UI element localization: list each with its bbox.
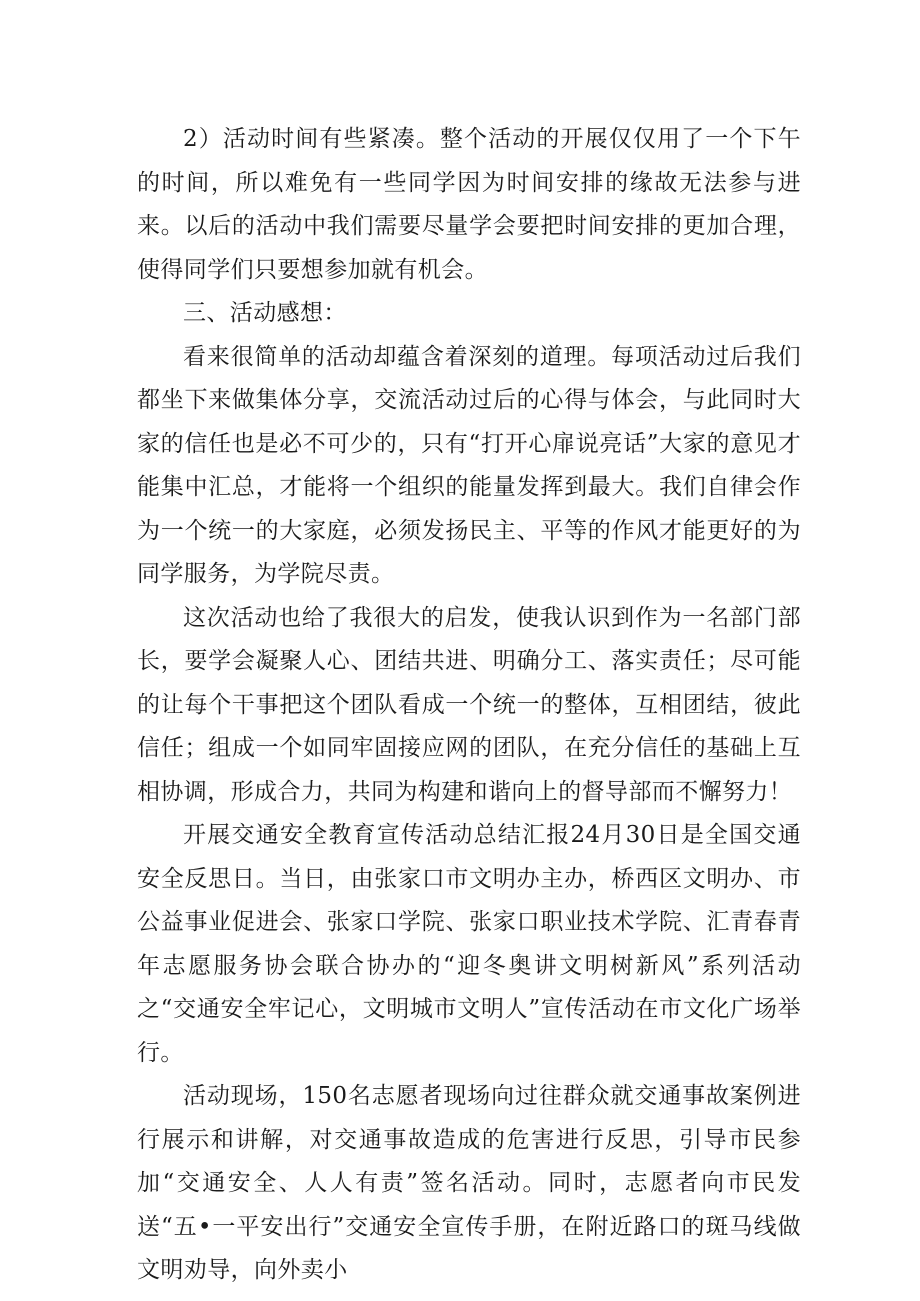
paragraph-reflection-sharing: 看来很简单的活动却蕴含着深刻的道理。每项活动过后我们都坐下来做集体分享，交流活动过后的心得与体会，与此同时大家的信任也是必不可少的，只有“打开心扉说亮话”大家的意见才能集中汇总，才能将一个组织的能量发挥到最大。我们自律会作为一个统一的大家庭，必须发扬民主、平等的作风才能更好的为同学服务，为学院尽责。 bbox=[137, 343, 801, 587]
section-heading-reflections: 三、活动感想： bbox=[183, 300, 347, 326]
paragraph-traffic-safety-report: 开展交通安全教育宣传活动总结汇报24月30日是全国交通安全反思日。当日，由张家口市文明办主办，桥西区文明办、市公益事业促进会、张家口学院、张家口职业技术学院、汇青春青年志愿服务协会联合协办的“迎冬奥讲文明树新风”系列活动之“交通安全牢记心，文明城市文明人”宣传活动在市文化广场举行。 bbox=[137, 822, 801, 1066]
paragraph-inspiration: 这次活动也给了我很大的启发，使我认识到作为一名部门部长，要学会凝聚人心、团结共进、明确分工、落实责任；尽可能的让每个干事把这个团队看成一个统一的整体，互相团结，彼此信任；组成一个如同牢固接应网的团队，在充分信任的基础上互相协调，形成合力，共同为构建和谐向上的督导部而不懈努力！ bbox=[137, 604, 801, 805]
paragraph-event-scene: 活动现场，150名志愿者现场向过往群众就交通事故案例进行展示和讲解，对交通事故造成的危害进行反思，引导市民参加“交通安全、人人有责”签名活动。同时，志愿者向市民发送“五•一平安出行”交通安全宣传手册，在附近路口的斑马线做文明劝导，向外卖小 bbox=[137, 1083, 801, 1283]
document-body bbox=[137, 118, 801, 1293]
paragraph-time-constraint: 2）活动时间有些紧凑。整个活动的开展仅仅用了一个下午的时间，所以难免有一些同学因为时间安排的缘故无法参与进来。以后的活动中我们需要尽量学会要把时间安排的更加合理，使得同学们只要想参加就有机会。 bbox=[137, 126, 801, 283]
